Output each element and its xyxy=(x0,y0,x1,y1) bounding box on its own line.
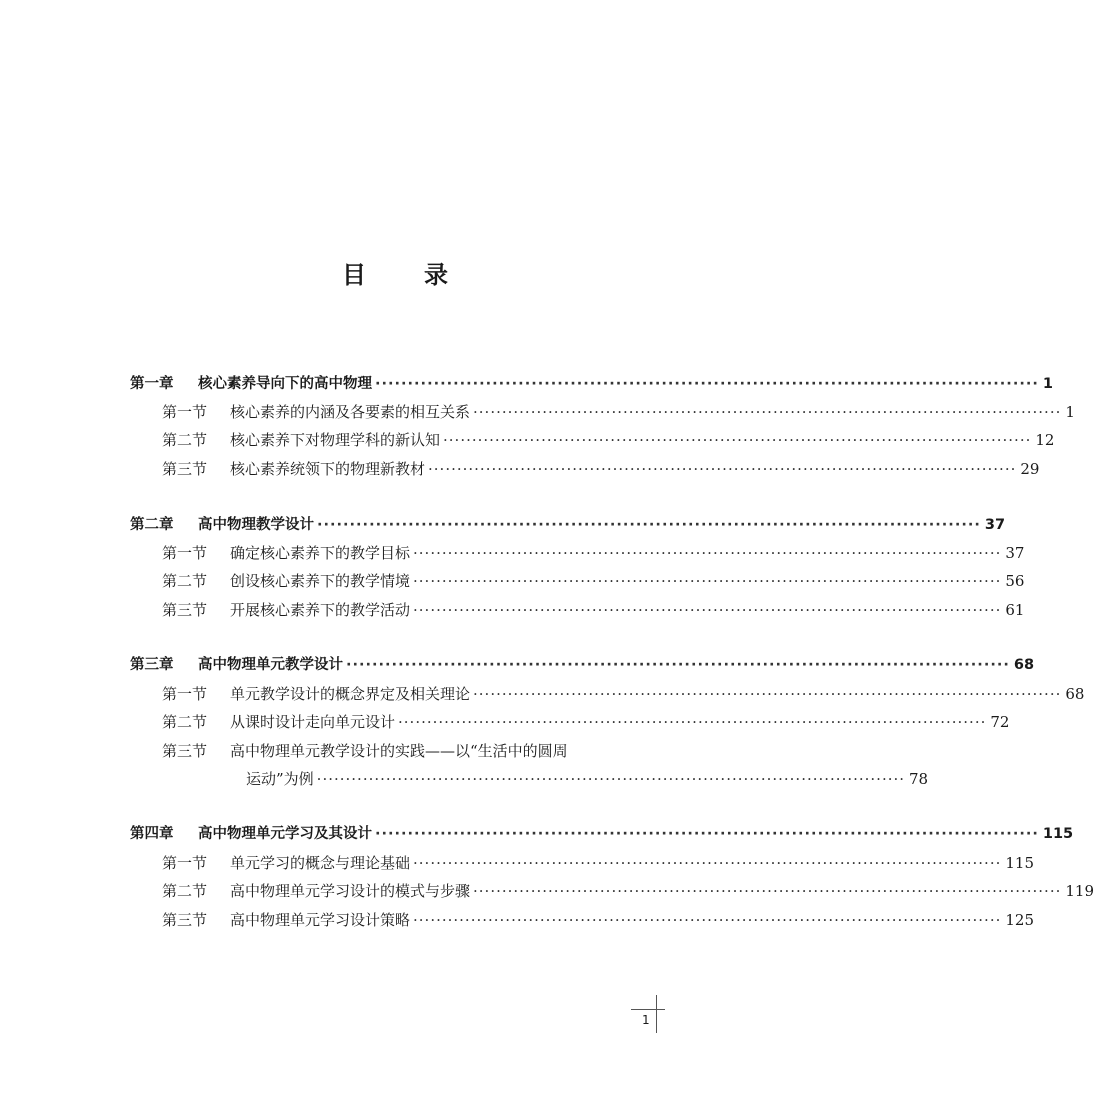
section-label: 第二节 xyxy=(162,572,208,590)
dot-leader: ······································································································ xyxy=(413,911,1002,929)
chapter-label: 第三章 xyxy=(130,657,174,673)
section-title: 单元教学设计的概念界定及相关理论 xyxy=(230,685,471,703)
section-title: 核心素养统领下的物理新教材 xyxy=(230,460,426,478)
dot-leader: ······································································································ xyxy=(473,403,1062,421)
section-page: 61 xyxy=(1005,601,1025,619)
section-label: 第三节 xyxy=(162,460,208,478)
toc-section-2-1[interactable] xyxy=(162,543,1025,563)
toc-section-3-1[interactable] xyxy=(162,684,1085,704)
chapter-title: 高中物理单元教学设计 xyxy=(198,657,343,673)
section-page: 37 xyxy=(1005,544,1025,562)
section-title: 高中物理单元学习设计策略 xyxy=(230,911,411,929)
section-page: 29 xyxy=(1020,460,1040,478)
dot-leader: ······································································································ xyxy=(473,882,1062,900)
chapter-label: 第四章 xyxy=(130,826,174,842)
toc-section-1-1[interactable] xyxy=(162,402,1075,422)
section-page: 115 xyxy=(1005,854,1034,872)
section-label: 第三节 xyxy=(162,742,208,760)
section-label: 第三节 xyxy=(162,911,208,929)
section-label: 第一节 xyxy=(162,854,208,872)
chapter-title: 核心素养导向下的高中物理 xyxy=(198,376,372,392)
toc-section-3-3[interactable] xyxy=(162,741,568,761)
crop-mark-horizontal xyxy=(631,1009,665,1010)
toc-section-3-3-continued[interactable] xyxy=(246,769,929,789)
chapter-page: 1 xyxy=(1042,376,1053,392)
section-page: 72 xyxy=(990,713,1010,731)
dot-leader: ······································································································ xyxy=(413,601,1002,619)
toc-section-4-3[interactable] xyxy=(162,910,1034,930)
section-page: 78 xyxy=(909,770,929,788)
section-title: 单元学习的概念与理论基础 xyxy=(230,854,411,872)
toc-chapter-1[interactable] xyxy=(130,374,1053,394)
page-number: 1 xyxy=(642,1013,650,1027)
section-title: 高中物理单元学习设计的模式与步骤 xyxy=(230,882,471,900)
section-title: 高中物理单元教学设计的实践——以“生活中的圆周 xyxy=(230,742,568,760)
section-label: 第一节 xyxy=(162,544,208,562)
section-title: 从课时设计走向单元设计 xyxy=(230,713,396,731)
section-title: 创设核心素养下的教学情境 xyxy=(230,572,411,590)
toc-section-2-2[interactable] xyxy=(162,571,1025,591)
toc-chapter-2[interactable] xyxy=(130,515,1006,535)
toc-section-1-2[interactable] xyxy=(162,430,1055,450)
chapter-page: 68 xyxy=(1013,657,1035,673)
section-title-continued: 运动”为例 xyxy=(246,770,314,788)
dot-leader: ······································································································ xyxy=(316,770,906,788)
chapter-title: 高中物理教学设计 xyxy=(198,517,314,533)
section-page: 56 xyxy=(1005,572,1025,590)
dot-leader: ······································································································ xyxy=(443,431,1032,449)
toc-section-4-2[interactable] xyxy=(162,881,1094,901)
dot-leader: ······································································································ xyxy=(346,657,1010,673)
crop-mark-vertical xyxy=(656,995,657,1033)
section-label: 第一节 xyxy=(162,685,208,703)
section-title: 开展核心素养下的教学活动 xyxy=(230,601,411,619)
dot-leader: ······································································································ xyxy=(317,517,981,533)
dot-leader: ······································································································ xyxy=(473,685,1062,703)
chapter-page: 115 xyxy=(1042,826,1074,842)
toc-title xyxy=(0,255,790,290)
section-label: 第二节 xyxy=(162,431,208,449)
section-page: 12 xyxy=(1035,431,1055,449)
section-page: 119 xyxy=(1065,882,1094,900)
section-label: 第三节 xyxy=(162,601,208,619)
section-page: 1 xyxy=(1065,403,1075,421)
toc-section-4-1[interactable] xyxy=(162,853,1034,873)
section-label: 第二节 xyxy=(162,713,208,731)
toc-section-1-3[interactable] xyxy=(162,459,1040,479)
section-title: 核心素养的内涵及各要素的相互关系 xyxy=(230,403,471,421)
toc-chapter-3[interactable] xyxy=(130,655,1035,675)
section-label: 第二节 xyxy=(162,882,208,900)
dot-leader: ······································································································ xyxy=(413,854,1002,872)
chapter-title: 高中物理单元学习及其设计 xyxy=(198,826,372,842)
toc-title-char-1: 目 xyxy=(342,261,366,289)
chapter-label: 第二章 xyxy=(130,517,174,533)
dot-leader: ······································································································ xyxy=(375,376,1039,392)
dot-leader: ······································································································ xyxy=(428,460,1017,478)
toc-chapter-4[interactable] xyxy=(130,824,1074,844)
section-label: 第一节 xyxy=(162,403,208,421)
section-title: 核心素养下对物理学科的新认知 xyxy=(230,431,441,449)
toc-section-2-3[interactable] xyxy=(162,600,1025,620)
dot-leader: ······································································································ xyxy=(413,544,1002,562)
chapter-label: 第一章 xyxy=(130,376,174,392)
section-title: 确定核心素养下的教学目标 xyxy=(230,544,411,562)
dot-leader: ······································································································ xyxy=(375,826,1039,842)
toc-section-3-2[interactable] xyxy=(162,712,1010,732)
toc-title-char-2: 录 xyxy=(424,261,448,289)
section-page: 68 xyxy=(1065,685,1085,703)
chapter-page: 37 xyxy=(984,517,1006,533)
section-page: 125 xyxy=(1005,911,1034,929)
dot-leader: ······································································································ xyxy=(398,713,987,731)
dot-leader: ······································································································ xyxy=(413,572,1002,590)
